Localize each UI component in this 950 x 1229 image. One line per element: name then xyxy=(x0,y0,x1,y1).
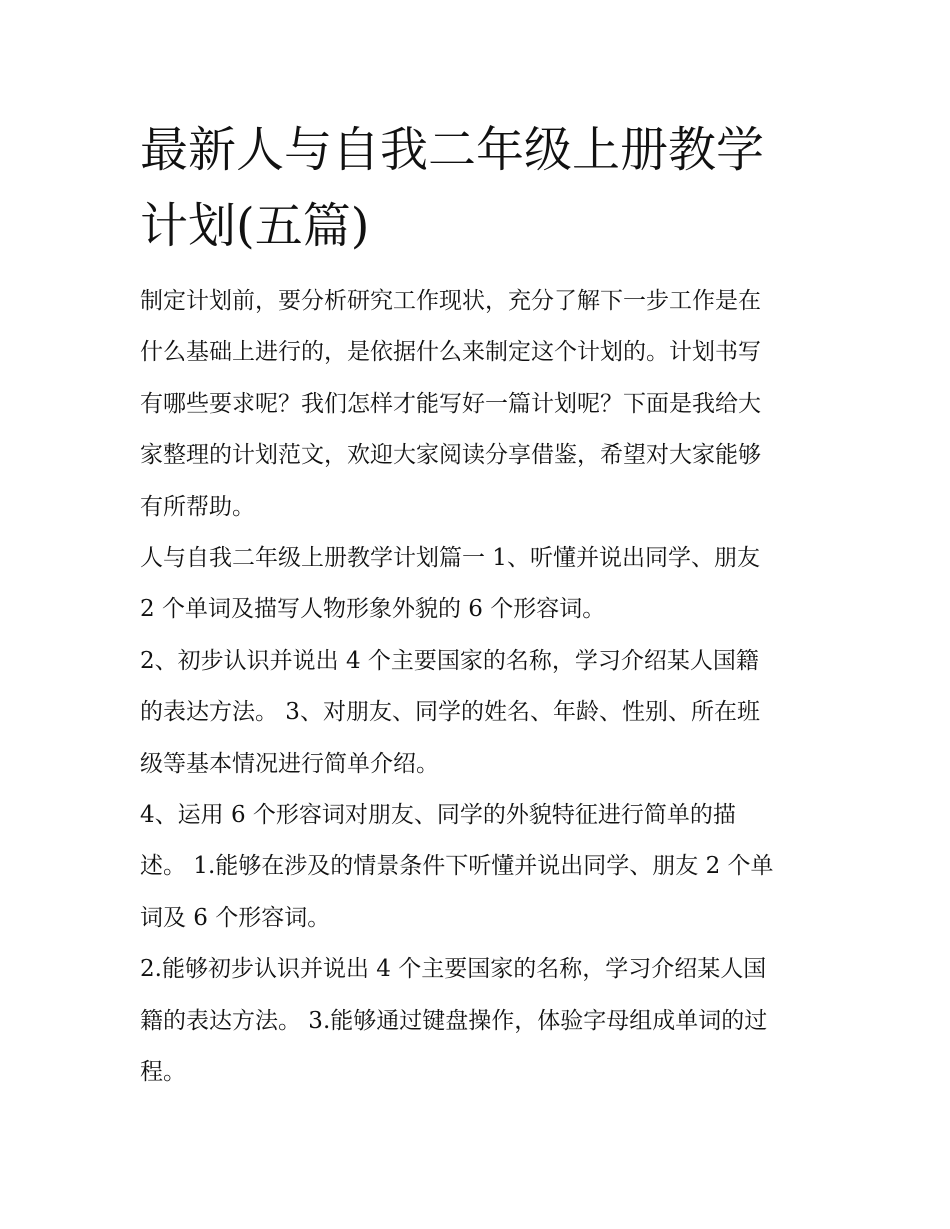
intro-paragraph xyxy=(140,276,820,533)
title-line: 最新人与自我二年级上册教学 xyxy=(140,122,765,178)
text-line: 4、运用 6 个形容词对朋友、同学的外貌特征进行简单的描 xyxy=(140,802,736,829)
body-paragraph xyxy=(140,636,820,790)
text-line: 述。 1.能够在涉及的情景条件下听懂并说出同学、朋友 2 个单 xyxy=(140,853,774,880)
text-line: 程。 xyxy=(140,1059,186,1086)
title-line: 计划(五篇) xyxy=(140,198,370,254)
document-body xyxy=(140,276,820,1099)
text-line: 有所帮助。 xyxy=(140,493,255,520)
text-line: 制定计划前，要分析研究工作现状，充分了解下一步工作是在 xyxy=(140,288,761,314)
text-line: 有哪些要求呢？我们怎样才能写好一篇计划呢？下面是我给大 xyxy=(140,390,761,417)
text-line: 的表达方法。 3、对朋友、同学的姓名、年龄、性别、所在班 xyxy=(140,699,760,726)
text-line: 什么基础上进行的，是依据什么来制定这个计划的。计划书写 xyxy=(140,339,761,366)
text-line: 人与自我二年级上册教学计划篇一 1、听懂并说出同学、朋友 xyxy=(140,545,760,572)
text-line: 籍的表达方法。 3.能够通过键盘操作，体验字母组成单词的过 xyxy=(140,1007,768,1034)
text-line: 词及 6 个形容词。 xyxy=(140,904,331,931)
text-line: 家整理的计划范文，欢迎大家阅读分享借鉴，希望对大家能够 xyxy=(140,442,761,469)
body-paragraph xyxy=(140,533,820,636)
body-paragraph xyxy=(140,790,820,944)
document-title xyxy=(140,112,820,264)
text-line: 2、初步认识并说出 4 个主要国家的名称，学习介绍某人国籍 xyxy=(140,647,759,674)
body-paragraph xyxy=(140,944,820,1098)
text-line: 级等基本情况进行简单介绍。 xyxy=(140,750,439,777)
text-line: 2.能够初步认识并说出 4 个主要国家的名称，学习介绍某人国 xyxy=(140,956,767,983)
text-line: 2 个单词及描写人物形象外貌的 6 个形容词。 xyxy=(140,596,606,623)
